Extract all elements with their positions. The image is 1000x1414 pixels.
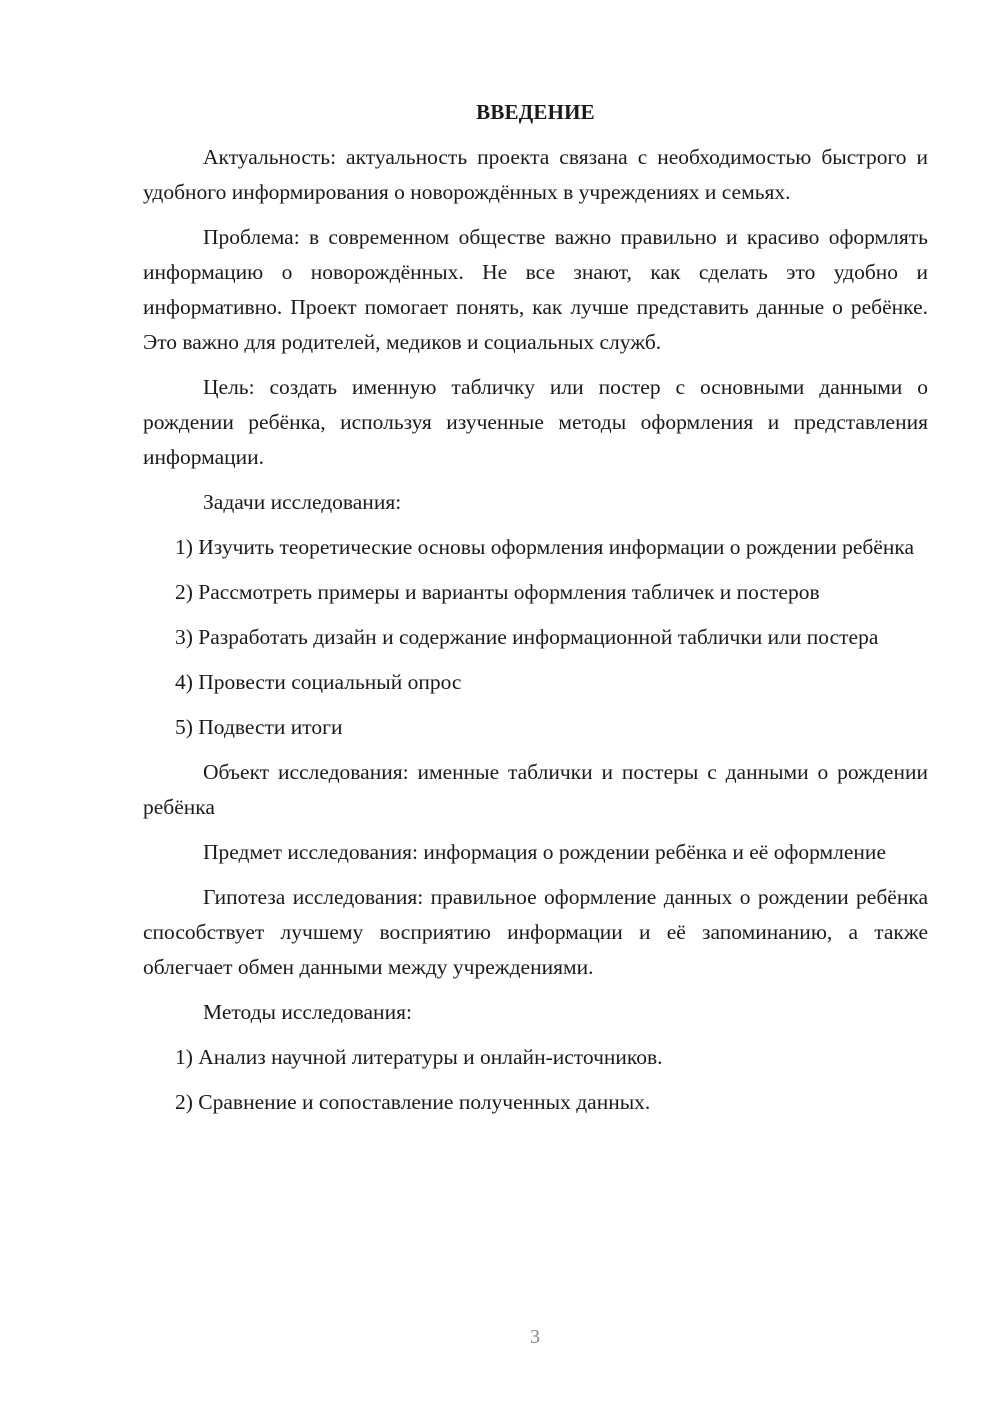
task-item-1: 1) Изучить теоретические основы оформления информации о рождении ребёнка xyxy=(175,535,915,559)
task-item-3: 3) Разработать дизайн и содержание информационной таблички или постера xyxy=(175,625,879,649)
task-item-5: 5) Подвести итоги xyxy=(175,715,343,739)
object-paragraph: Объект исследования: именные таблички и постеры с данными о рождении ребёнка xyxy=(143,760,928,819)
page-number: 3 xyxy=(530,1326,540,1348)
goal-paragraph: Цель: создать именную табличку или постер с основными данными о рождении ребёнка, используя изученные методы оформления и представления информации. xyxy=(143,375,928,469)
document-page xyxy=(143,95,928,1130)
task-item-4: 4) Провести социальный опрос xyxy=(175,670,462,694)
tasks-label: Задачи исследования: xyxy=(203,490,402,514)
task-item-2: 2) Рассмотреть примеры и варианты оформления табличек и постеров xyxy=(175,580,820,604)
section-title: ВВЕДЕНИЕ xyxy=(476,100,595,124)
relevance-paragraph: Актуальность: актуальность проекта связана с необходимостью быстрого и удобного информирования о новорождённых в учреждениях и семьях. xyxy=(143,145,928,204)
method-item-2: 2) Сравнение и сопоставление полученных данных. xyxy=(175,1090,651,1114)
methods-label: Методы исследования: xyxy=(203,1000,412,1024)
subject-paragraph: Предмет исследования: информация о рождении ребёнка и её оформление xyxy=(203,840,886,864)
method-item-1: 1) Анализ научной литературы и онлайн-источников. xyxy=(175,1045,663,1069)
problem-paragraph: Проблема: в современном обществе важно правильно и красиво оформлять информацию о новорождённых. Не все знают, как сделать это удобно и информативно. Проект помогает понять, как лучше представить данные о ребёнке. Это важно для родителей, медиков и социальных служб. xyxy=(143,225,928,354)
hypothesis-paragraph: Гипотеза исследования: правильное оформление данных о рождении ребёнка способствует лучшему восприятию информации и её запоминанию, а также облегчает обмен данными между учреждениями. xyxy=(143,885,928,979)
